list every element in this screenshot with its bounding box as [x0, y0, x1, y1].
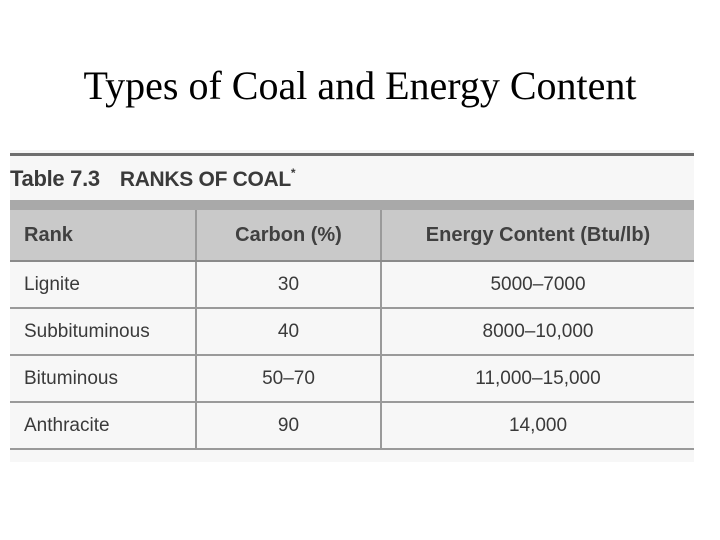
- carbon-cell: 30: [196, 261, 381, 308]
- energy-cell: 14,000: [381, 402, 694, 449]
- table-top-rule: [10, 153, 694, 156]
- carbon-cell: 50–70: [196, 355, 381, 402]
- table-name: [120, 165, 295, 195]
- table-number: Table 7.3: [10, 166, 100, 191]
- column-header-rank: Rank: [10, 210, 196, 261]
- column-header-carbon: Carbon (%): [196, 210, 381, 261]
- coal-table-figure: [10, 150, 694, 462]
- rank-cell: Lignite: [10, 261, 196, 308]
- energy-cell: 11,000–15,000: [381, 355, 694, 402]
- carbon-cell: 40: [196, 308, 381, 355]
- table-row: [10, 261, 694, 308]
- ranks-of-coal-table: [10, 210, 694, 450]
- table-caption: [10, 164, 295, 194]
- footnote-marker: *: [290, 166, 296, 180]
- energy-cell: 8000–10,000: [381, 308, 694, 355]
- table-row: [10, 402, 694, 449]
- table-header-row: [10, 210, 694, 261]
- header-rule: [10, 200, 694, 210]
- carbon-cell: 90: [196, 402, 381, 449]
- table-row: [10, 308, 694, 355]
- slide-title: Types of Coal and Energy Content: [83, 63, 637, 108]
- table-row: [10, 355, 694, 402]
- column-header-energy: Energy Content (Btu/lb): [381, 210, 694, 261]
- rank-cell: Subbituminous: [10, 308, 196, 355]
- rank-cell: Bituminous: [10, 355, 196, 402]
- table-name-text: RANKS OF COAL: [119, 168, 291, 191]
- energy-cell: 5000–7000: [381, 261, 694, 308]
- rank-cell: Anthracite: [10, 402, 196, 449]
